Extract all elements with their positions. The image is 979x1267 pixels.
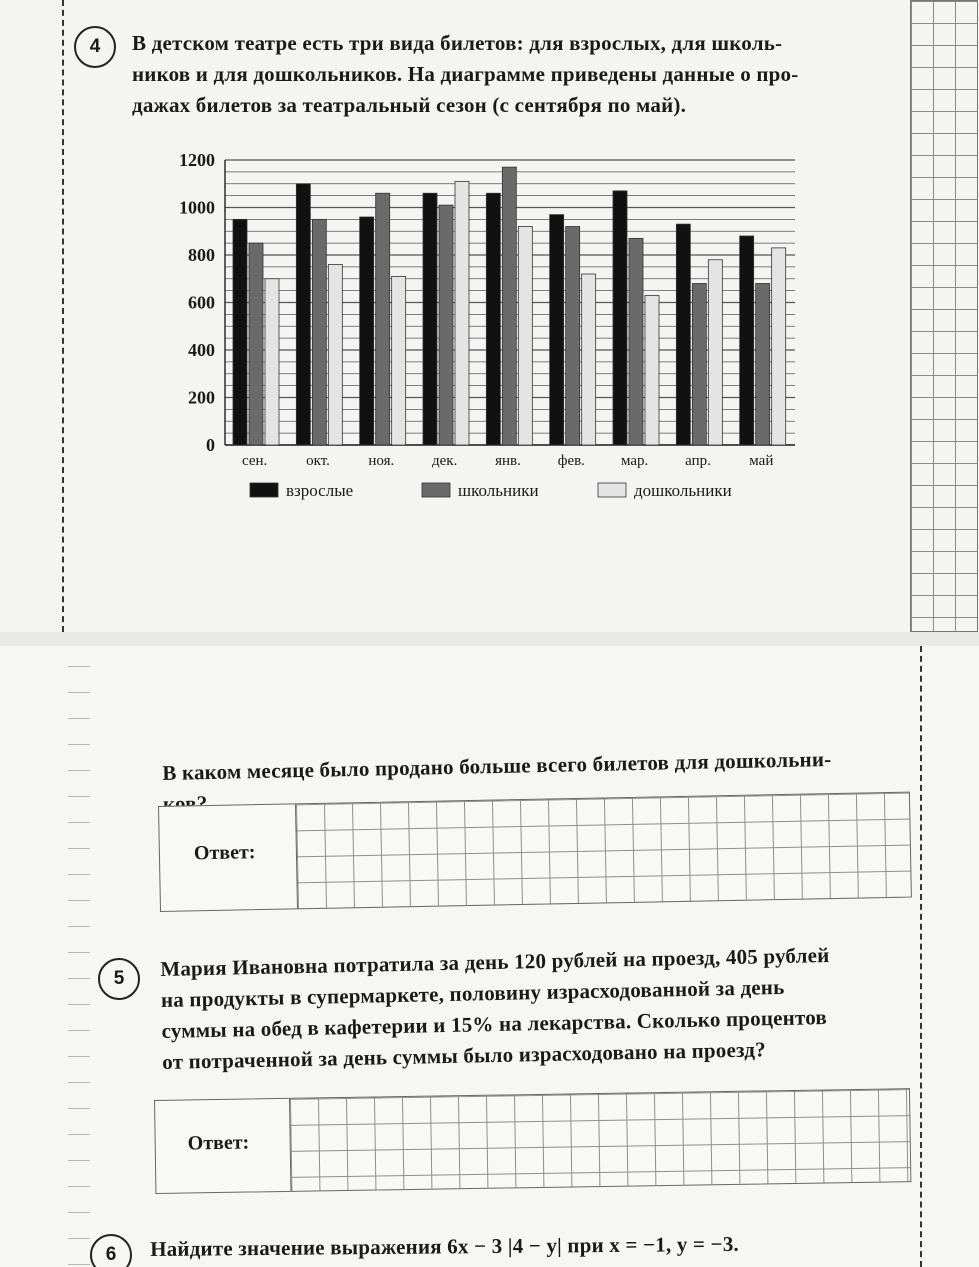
y-tick-label: 0 <box>206 435 215 455</box>
y-tick-label: 800 <box>188 245 215 265</box>
bar <box>772 248 786 445</box>
task4-line-2: ников и для дошкольников. На диаграмме приведены данные о про- <box>132 62 799 86</box>
x-tick-label: окт. <box>306 453 330 469</box>
bar <box>423 193 437 445</box>
y-tick-label: 600 <box>188 292 215 313</box>
bar <box>455 181 469 445</box>
bar <box>392 276 406 445</box>
x-tick-label: дек. <box>432 453 458 469</box>
task4-answer-field[interactable] <box>295 793 911 909</box>
legend-swatch <box>598 483 626 497</box>
task6-statement: Найдите значение выражения 6x − 3 |4 − y| при x = −1, y = −3. <box>150 1231 740 1261</box>
y-tick-label: 1200 <box>179 150 215 170</box>
left-margin-grid <box>68 666 90 1266</box>
x-tick-label: мар. <box>621 453 649 469</box>
y-tick-label: 200 <box>188 387 215 408</box>
bar <box>518 227 532 446</box>
task-number-4: 4 <box>74 26 116 68</box>
cut-line <box>62 0 64 632</box>
task4-answer-box <box>158 792 912 912</box>
bar <box>692 284 706 446</box>
x-tick-label: апр. <box>685 453 711 469</box>
bar <box>676 224 690 445</box>
task5-answer-box <box>154 1088 911 1194</box>
task5-line-1: Мария Ивановна потратила за день 120 рублей на проезд, 405 рублей <box>160 942 830 981</box>
ticket-sales-chart <box>150 140 810 510</box>
bar <box>613 191 627 445</box>
task5-line-2: на продукты в супермаркете, половину израсходованной за день <box>160 974 785 1012</box>
task5-statement <box>160 940 832 1078</box>
x-tick-label: май <box>749 453 774 469</box>
answer-label: Ответ: <box>187 1131 250 1155</box>
bar <box>328 265 342 446</box>
legend-label: школьники <box>458 481 539 500</box>
bar <box>629 238 643 445</box>
task-number-5: 5 <box>98 958 140 1000</box>
x-tick-label: сен. <box>242 453 268 469</box>
bar <box>265 279 279 445</box>
x-tick-label: фев. <box>557 453 585 469</box>
margin-grid <box>910 0 978 632</box>
y-tick-label: 1000 <box>179 197 215 218</box>
task4-line-1: В детском театре есть три вида билетов: для взрослых, для школь- <box>132 31 783 55</box>
bar <box>645 295 659 445</box>
bar <box>312 219 326 445</box>
legend-swatch <box>250 483 278 497</box>
task4-line-3: дажах билетов за театральный сезон (с сентября по май). <box>132 93 687 117</box>
bar <box>249 243 263 445</box>
upper-page <box>0 0 979 632</box>
legend-label: дошкольники <box>634 481 732 500</box>
bar <box>756 284 770 446</box>
bar <box>582 274 596 445</box>
answer-label: Ответ: <box>193 841 256 865</box>
task4-question-line-1: В каком месяце было продано больше всего билетов для дошкольни- <box>162 746 832 785</box>
bar <box>233 219 247 445</box>
task5-line-3: суммы на обед в кафетерии и 15% на лекарства. Сколько процентов <box>161 1005 828 1043</box>
task5-line-4: от потраченной за день суммы было израсходовано на проезд? <box>162 1037 767 1074</box>
lower-page <box>0 646 979 1267</box>
bar <box>376 193 390 445</box>
bar <box>708 260 722 445</box>
x-tick-label: ноя. <box>368 453 395 469</box>
bar <box>550 215 564 445</box>
task-number-6: 6 <box>90 1234 132 1267</box>
bar <box>566 227 580 446</box>
x-tick-label: янв. <box>495 453 521 469</box>
task4-statement <box>132 28 798 121</box>
legend-label: взрослые <box>286 481 354 500</box>
bar <box>740 236 754 445</box>
bar <box>502 167 516 445</box>
bar <box>360 217 374 445</box>
y-tick-label: 400 <box>188 340 215 360</box>
bar <box>296 184 310 445</box>
legend-swatch <box>422 483 450 497</box>
bar <box>486 193 500 445</box>
task4-question-line-2: ков? <box>162 791 208 816</box>
task5-answer-field[interactable] <box>289 1089 910 1191</box>
bar <box>439 205 453 445</box>
cut-line-right <box>920 646 922 1267</box>
